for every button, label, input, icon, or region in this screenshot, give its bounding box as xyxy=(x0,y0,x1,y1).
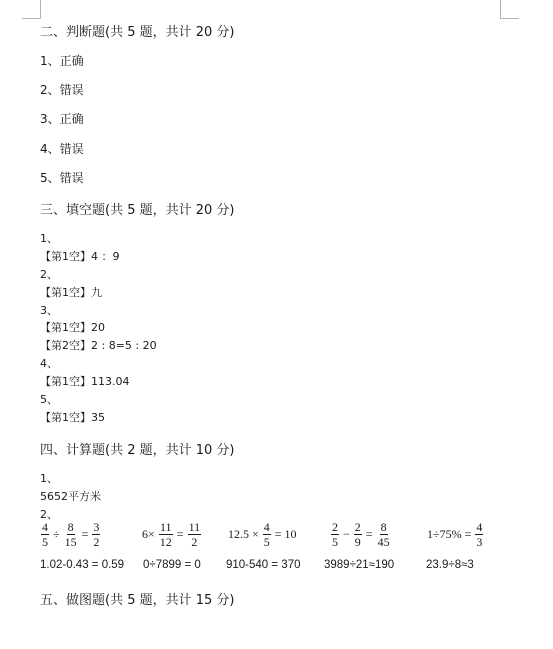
fill-question-number: 5、 xyxy=(40,393,58,406)
judgement-answer-2: 2、错误 xyxy=(40,83,84,97)
section-title-drawing: 五、做图题(共 5 题，共计 15 分) xyxy=(40,593,235,608)
section-title-judgement: 二、判断题(共 5 题，共计 20 分) xyxy=(40,25,235,40)
section-title-calculation: 四、计算题(共 2 题，共计 10 分) xyxy=(40,443,235,458)
calc-question-number: 2、 xyxy=(40,508,58,521)
fill-answer: 【第1空】35 xyxy=(40,411,105,424)
formula-fraction-divide: $\frac{4}{5}$ ÷ $\frac{8}{15}$ = $\frac{3}{2}$ xyxy=(42,520,100,549)
fill-question-number: 1、 xyxy=(40,232,58,245)
formula-decimal-times-fraction: 12.5 × $\frac{4}{5}$ = 10 xyxy=(228,520,297,549)
fill-answer: 【第1空】20 xyxy=(40,321,105,334)
fill-answer: 【第1空】113.04 xyxy=(40,375,130,388)
equation: 1.02-0.43 = 0.59 xyxy=(40,559,125,571)
fill-question-number: 4、 xyxy=(40,357,58,370)
crop-mark-right xyxy=(500,0,519,19)
calc-question-number: 1、 xyxy=(40,472,58,485)
fill-question-number: 2、 xyxy=(40,268,58,281)
fill-answer: 【第2空】2 : 8=5 : 20 xyxy=(40,339,157,352)
section-title-fill-blank: 三、填空题(共 5 题，共计 20 分) xyxy=(40,203,235,218)
equation: 3989÷21≈190 xyxy=(324,559,395,571)
judgement-answer-5: 5、错误 xyxy=(40,171,84,185)
judgement-answer-1: 1、正确 xyxy=(40,54,84,68)
formula-fraction-subtract: $\frac{2}{5}$ − $\frac{2}{9}$ = $\frac{8}{45}$ xyxy=(332,520,390,549)
equation: 0÷7899 = 0 xyxy=(143,559,201,571)
formula-fraction-multiply: 6× $\frac{11}{12}$ = $\frac{11}{2}$ xyxy=(142,520,201,549)
calc-answer: 5652平方米 xyxy=(40,490,101,503)
fill-answer: 【第1空】4 ：9 xyxy=(40,250,120,263)
equation: 910-540 = 370 xyxy=(226,559,301,571)
fill-question-number: 3、 xyxy=(40,304,58,317)
judgement-answer-4: 4、错误 xyxy=(40,142,84,156)
fill-answer: 【第1空】九 xyxy=(40,286,102,299)
crop-mark-left xyxy=(22,0,41,19)
judgement-answer-3: 3、正确 xyxy=(40,112,84,126)
formula-percent-divide: 1÷75% = $\frac{4}{3}$ xyxy=(427,520,483,549)
equation: 23.9÷8≈3 xyxy=(426,559,474,571)
